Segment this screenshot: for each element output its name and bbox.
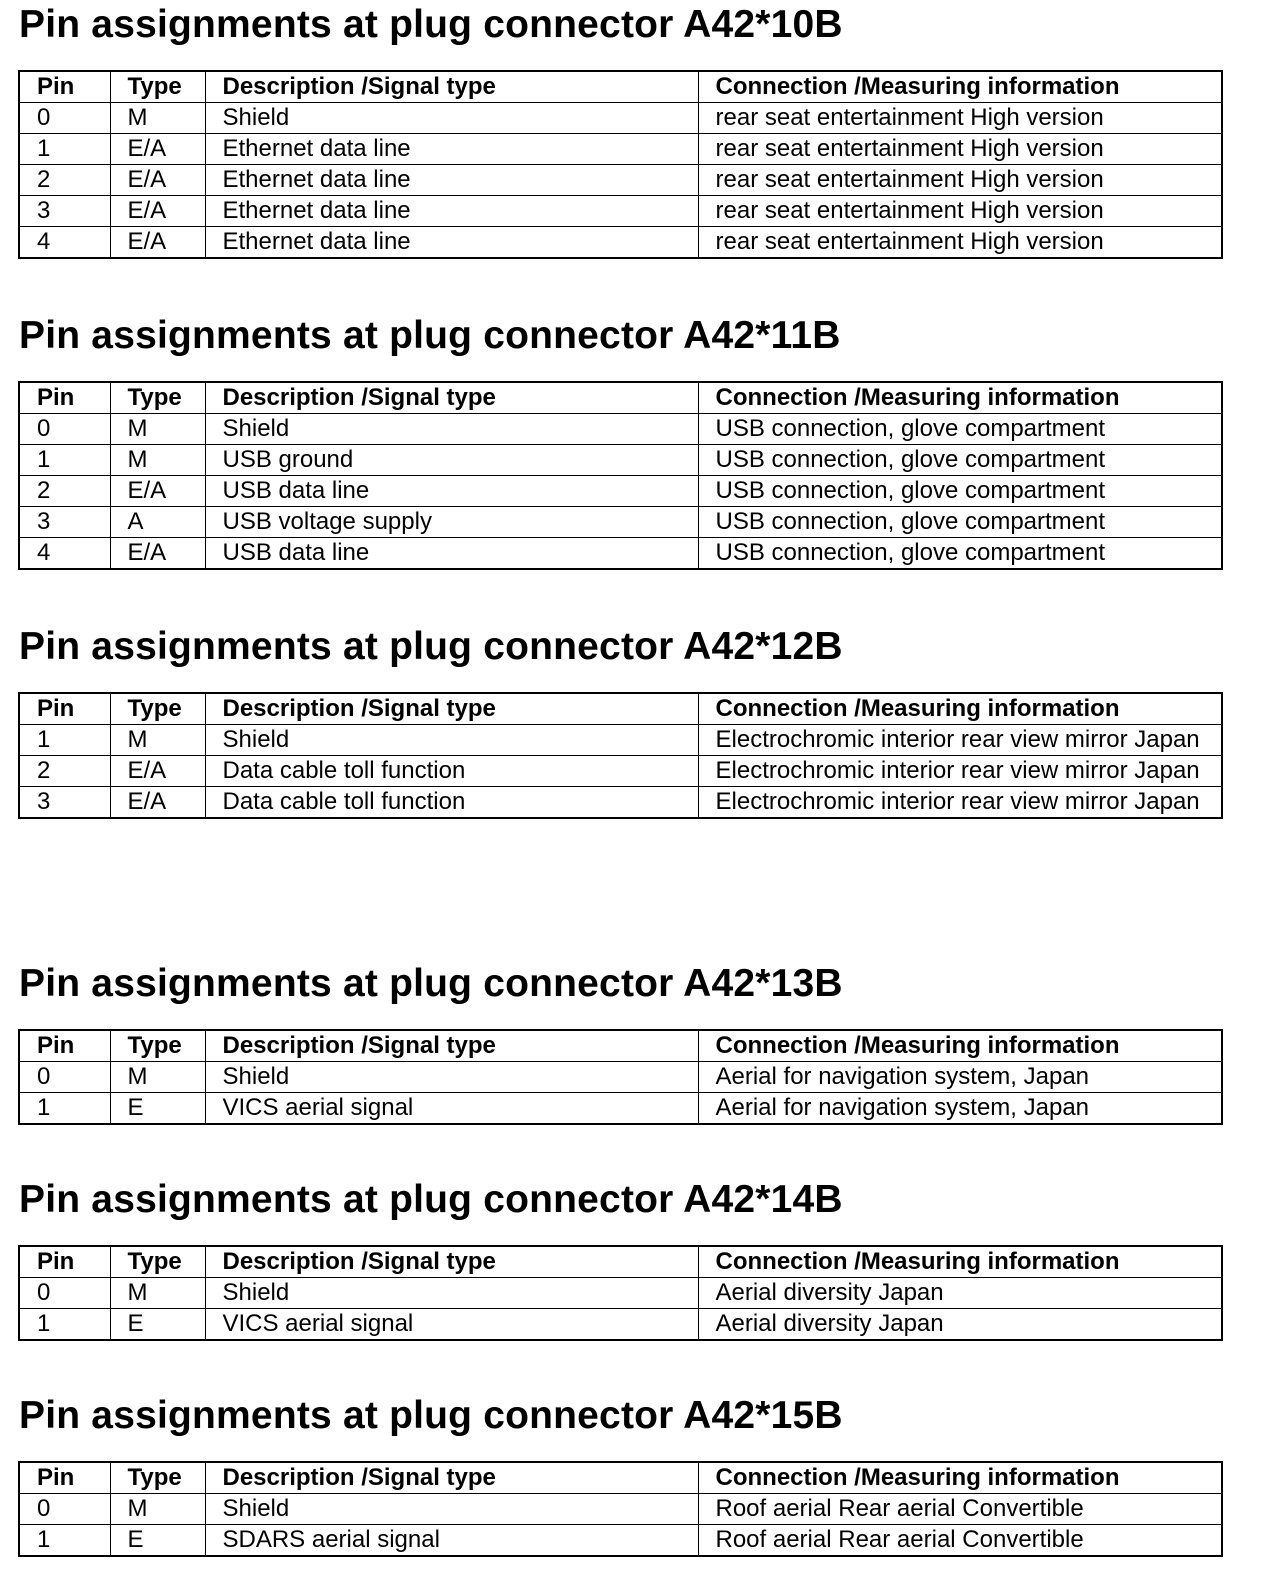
cell-description: Shield	[205, 1062, 698, 1093]
section-title: Pin assignments at plug connector A42*11B	[19, 314, 841, 357]
cell-connection: USB connection, glove compartment	[698, 445, 1222, 476]
table-row	[19, 1062, 1222, 1093]
cell-description: VICS aerial signal	[205, 1093, 698, 1125]
header-description: Description /Signal type	[205, 1246, 698, 1278]
cell-connection: rear seat entertainment High version	[698, 227, 1222, 259]
table-header-row	[19, 693, 1222, 725]
cell-connection: USB connection, glove compartment	[698, 476, 1222, 507]
cell-type: M	[110, 445, 205, 476]
cell-description: VICS aerial signal	[205, 1309, 698, 1341]
header-connection: Connection /Measuring information	[698, 693, 1222, 725]
cell-pin: 1	[19, 725, 110, 756]
cell-type: E/A	[110, 787, 205, 819]
pin-table	[18, 70, 1223, 259]
cell-type: M	[110, 1062, 205, 1093]
cell-pin: 2	[19, 476, 110, 507]
header-description: Description /Signal type	[205, 1030, 698, 1062]
table-header-row	[19, 1030, 1222, 1062]
cell-type: E	[110, 1309, 205, 1341]
header-type: Type	[110, 71, 205, 103]
table-row	[19, 756, 1222, 787]
cell-connection: USB connection, glove compartment	[698, 507, 1222, 538]
cell-pin: 0	[19, 1278, 110, 1309]
cell-connection: Aerial for navigation system, Japan	[698, 1093, 1222, 1125]
header-connection: Connection /Measuring information	[698, 1030, 1222, 1062]
table-row	[19, 725, 1222, 756]
header-type: Type	[110, 1462, 205, 1494]
cell-type: E/A	[110, 165, 205, 196]
table-header-row	[19, 382, 1222, 414]
table-row	[19, 476, 1222, 507]
cell-type: E/A	[110, 756, 205, 787]
table-row	[19, 134, 1222, 165]
cell-pin: 0	[19, 1494, 110, 1525]
header-description: Description /Signal type	[205, 382, 698, 414]
connector-section	[18, 1394, 1221, 1553]
table-row	[19, 1525, 1222, 1557]
cell-description: Ethernet data line	[205, 196, 698, 227]
table-header-row	[19, 71, 1222, 103]
cell-pin: 1	[19, 445, 110, 476]
table-row	[19, 196, 1222, 227]
header-pin: Pin	[19, 1246, 110, 1278]
cell-connection: rear seat entertainment High version	[698, 165, 1222, 196]
cell-connection: USB connection, glove compartment	[698, 538, 1222, 570]
cell-description: Shield	[205, 725, 698, 756]
cell-type: A	[110, 507, 205, 538]
header-pin: Pin	[19, 382, 110, 414]
cell-description: USB voltage supply	[205, 507, 698, 538]
section-title: Pin assignments at plug connector A42*12B	[19, 625, 843, 668]
section-title: Pin assignments at plug connector A42*15B	[19, 1394, 843, 1437]
table-row	[19, 1093, 1222, 1125]
cell-pin: 2	[19, 165, 110, 196]
cell-type: M	[110, 725, 205, 756]
header-type: Type	[110, 693, 205, 725]
cell-type: E/A	[110, 134, 205, 165]
cell-connection: Roof aerial Rear aerial Convertible	[698, 1494, 1222, 1525]
cell-pin: 1	[19, 1525, 110, 1557]
table-row	[19, 445, 1222, 476]
connector-section	[18, 625, 1221, 815]
cell-connection: rear seat entertainment High version	[698, 196, 1222, 227]
cell-description: Shield	[205, 1278, 698, 1309]
cell-pin: 0	[19, 1062, 110, 1093]
cell-type: E	[110, 1525, 205, 1557]
cell-connection: Electrochromic interior rear view mirror Japan	[698, 756, 1222, 787]
header-pin: Pin	[19, 1030, 110, 1062]
cell-pin: 3	[19, 507, 110, 538]
table-row	[19, 787, 1222, 819]
pin-table	[18, 1245, 1223, 1341]
table-header-row	[19, 1462, 1222, 1494]
pin-table	[18, 1461, 1223, 1557]
cell-connection: Aerial for navigation system, Japan	[698, 1062, 1222, 1093]
cell-description: USB data line	[205, 538, 698, 570]
table-row	[19, 103, 1222, 134]
cell-description: Shield	[205, 103, 698, 134]
cell-connection: rear seat entertainment High version	[698, 103, 1222, 134]
table-row	[19, 1309, 1222, 1341]
cell-pin: 2	[19, 756, 110, 787]
header-connection: Connection /Measuring information	[698, 71, 1222, 103]
header-description: Description /Signal type	[205, 1462, 698, 1494]
cell-type: E/A	[110, 196, 205, 227]
cell-pin: 4	[19, 227, 110, 259]
cell-connection: Electrochromic interior rear view mirror Japan	[698, 725, 1222, 756]
cell-type: E	[110, 1093, 205, 1125]
table-row	[19, 507, 1222, 538]
header-type: Type	[110, 1030, 205, 1062]
cell-connection: USB connection, glove compartment	[698, 414, 1222, 445]
cell-connection: Aerial diversity Japan	[698, 1278, 1222, 1309]
cell-description: SDARS aerial signal	[205, 1525, 698, 1557]
table-row	[19, 538, 1222, 570]
connector-section	[18, 962, 1221, 1121]
cell-type: M	[110, 1494, 205, 1525]
header-connection: Connection /Measuring information	[698, 1462, 1222, 1494]
cell-pin: 1	[19, 134, 110, 165]
cell-description: USB data line	[205, 476, 698, 507]
cell-connection: Roof aerial Rear aerial Convertible	[698, 1525, 1222, 1557]
header-pin: Pin	[19, 71, 110, 103]
cell-pin: 4	[19, 538, 110, 570]
header-connection: Connection /Measuring information	[698, 1246, 1222, 1278]
header-pin: Pin	[19, 1462, 110, 1494]
header-pin: Pin	[19, 693, 110, 725]
cell-description: Shield	[205, 414, 698, 445]
cell-pin: 0	[19, 414, 110, 445]
header-type: Type	[110, 1246, 205, 1278]
cell-pin: 0	[19, 103, 110, 134]
cell-pin: 1	[19, 1309, 110, 1341]
section-title: Pin assignments at plug connector A42*14B	[19, 1178, 843, 1221]
header-description: Description /Signal type	[205, 71, 698, 103]
cell-description: Shield	[205, 1494, 698, 1525]
connector-section	[18, 1178, 1221, 1337]
pin-table	[18, 1029, 1223, 1125]
pin-table	[18, 381, 1223, 570]
cell-type: M	[110, 103, 205, 134]
table-row	[19, 1494, 1222, 1525]
cell-pin: 3	[19, 196, 110, 227]
connector-section	[18, 314, 1221, 566]
cell-description: Data cable toll function	[205, 787, 698, 819]
cell-type: E/A	[110, 476, 205, 507]
table-row	[19, 414, 1222, 445]
header-type: Type	[110, 382, 205, 414]
header-description: Description /Signal type	[205, 693, 698, 725]
pin-table	[18, 692, 1223, 819]
cell-description: USB ground	[205, 445, 698, 476]
cell-connection: rear seat entertainment High version	[698, 134, 1222, 165]
cell-connection: Aerial diversity Japan	[698, 1309, 1222, 1341]
cell-description: Ethernet data line	[205, 165, 698, 196]
section-title: Pin assignments at plug connector A42*13B	[19, 962, 843, 1005]
cell-pin: 1	[19, 1093, 110, 1125]
table-row	[19, 227, 1222, 259]
cell-description: Ethernet data line	[205, 227, 698, 259]
cell-type: M	[110, 414, 205, 445]
cell-description: Data cable toll function	[205, 756, 698, 787]
connector-section	[18, 3, 1221, 255]
header-connection: Connection /Measuring information	[698, 382, 1222, 414]
section-title: Pin assignments at plug connector A42*10B	[19, 3, 843, 46]
cell-type: E/A	[110, 538, 205, 570]
cell-description: Ethernet data line	[205, 134, 698, 165]
cell-type: M	[110, 1278, 205, 1309]
cell-connection: Electrochromic interior rear view mirror Japan	[698, 787, 1222, 819]
cell-type: E/A	[110, 227, 205, 259]
table-row	[19, 1278, 1222, 1309]
table-header-row	[19, 1246, 1222, 1278]
table-row	[19, 165, 1222, 196]
cell-pin: 3	[19, 787, 110, 819]
